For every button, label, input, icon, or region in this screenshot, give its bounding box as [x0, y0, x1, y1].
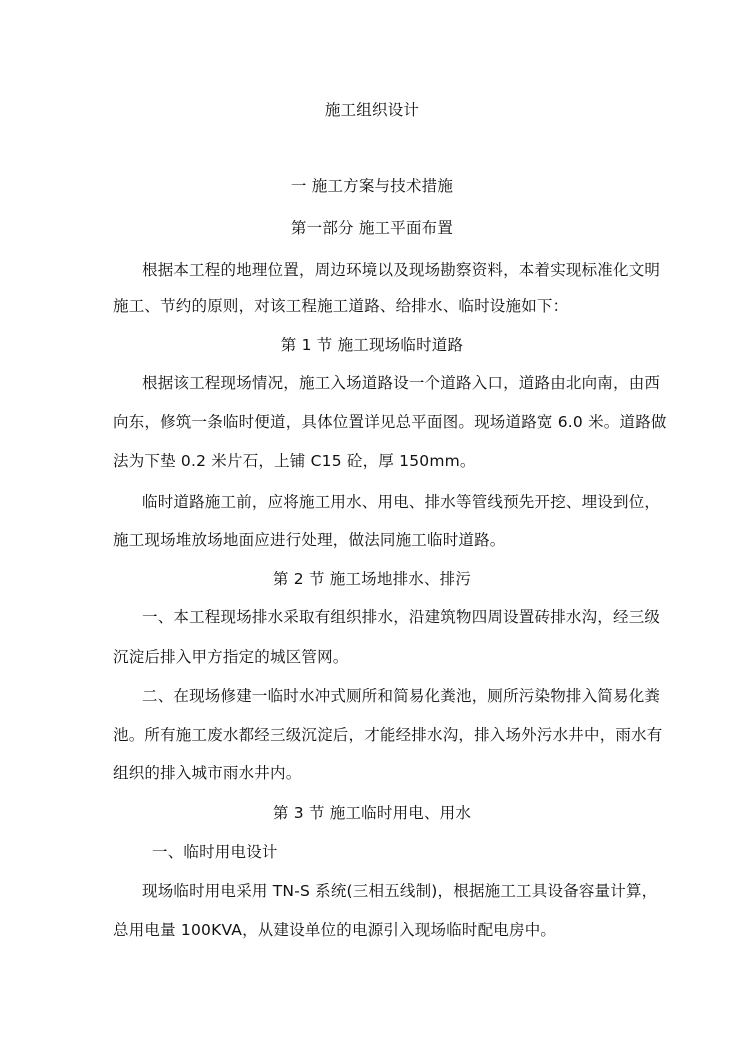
- section2-para2-line: 二、在现场修建一临时水冲式厕所和简易化粪池，厕所污染物排入简易化粪: [142, 687, 661, 705]
- document-title: 施工组织设计: [324, 101, 420, 119]
- section1-para2-line: 临时道路施工前，应将施工用水、用电、排水等管线预先开挖、埋设到位，: [142, 493, 661, 511]
- section2-para1-line: 沉淀后排入甲方指定的城区管网。: [113, 648, 349, 666]
- section1-para1-line: 根据该工程现场情况，施工入场道路设一个道路入口，道路由北向南，由西: [142, 374, 661, 392]
- intro-para-line: 施工、节约的原则，对该工程施工道路、给排水、临时设施如下：: [113, 297, 569, 315]
- section1-para1-line: 向东，修筑一条临时便道，具体位置详见总平面图。现场道路宽 6.0 米。道路做: [113, 413, 667, 431]
- section2-para2-line: 组织的排入城市雨水井内。: [113, 764, 302, 782]
- intro-para-line: 根据本工程的地理位置，周边环境以及现场勘察资料，本着实现标准化文明: [142, 261, 661, 279]
- section3-para1-line: 现场临时用电采用 TN-S 系统(三相五线制)，根据施工工具设备容量计算，: [142, 882, 658, 900]
- section1-heading: 第 1 节 施工现场临时道路: [280, 336, 464, 354]
- chapter-heading: 一 施工方案与技术措施: [290, 177, 454, 195]
- section1-para2-line: 施工现场堆放场地面应进行处理，做法同施工临时道路。: [113, 531, 506, 549]
- part-heading: 第一部分 施工平面布置: [290, 219, 454, 237]
- section2-para1-line: 一、本工程现场排水采取有组织排水，沿建筑物四周设置砖排水沟，经三级: [142, 608, 661, 626]
- section3-heading: 第 3 节 施工临时用电、用水: [272, 804, 472, 822]
- section2-heading: 第 2 节 施工场地排水、排污: [272, 570, 472, 588]
- section3-para1-line: 总用电量 100KVA，从建设单位的电源引入现场临时配电房中。: [113, 921, 557, 939]
- section3-sub-heading: 一、临时用电设计: [152, 843, 278, 861]
- section1-para1-line: 法为下垫 0.2 米片石，上铺 C15 砼，厚 150mm。: [113, 452, 476, 470]
- section2-para2-line: 池。所有施工废水都经三级沉淀后，才能经排水沟，排入场外污水井中，雨水有: [113, 726, 663, 744]
